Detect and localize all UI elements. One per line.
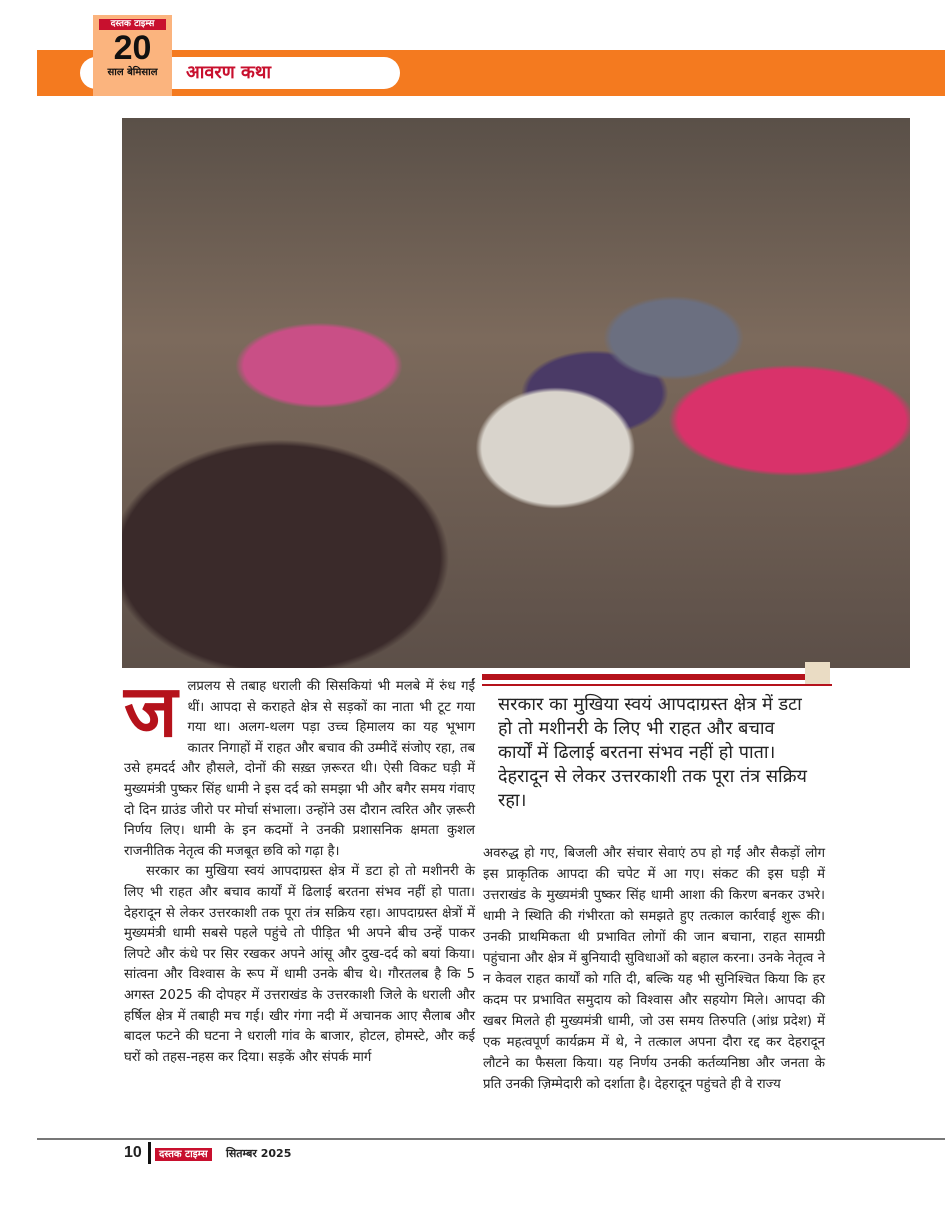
- paragraph: लप्रलय से तबाह धराली की सिसकियां भी मलबे में रुंध गईं थीं। आपदा से कराहते क्षेत्र से सड़कों का नाता भी टूट गया गया था। अलग-थलग पड़ा उच्च हिमालय का यह भूभाग कातर निगाहों में राहत और बचाव की उम्मीदें संजोए रहा, तब उसे हमदर्द और हौसले, दोनों की सख़्त ज़रूरत थी। ऐसी विकट घड़ी में मुख्यमंत्री पुष्कर सिंह धामी ने इस दर्द को समझा भी और बगैर समय गंवाए दो दिन ग्राउंड जीरो पर मोर्चा संभाला। उन्होंने उस दौरान त्वरित और ज़रूरी निर्णय लिए। धामी के इन कदमों ने उनकी प्रशासनिक क्षमता कुशल राजनीतिक नेतृत्व की मजबूत छवि को गढ़ा है।: [124, 679, 475, 859]
- logo-tagline: साल बेमिसाल: [107, 67, 158, 78]
- issue-date: सितम्बर 2025: [226, 1147, 292, 1160]
- divider-rule-thin: [482, 684, 832, 686]
- article-left-column: [124, 669, 475, 1068]
- logo-number: 20: [113, 29, 152, 67]
- decorative-square: [805, 662, 830, 684]
- anniversary-logo: [93, 15, 172, 96]
- paragraph: अवरुद्ध हो गए, बिजली और संचार सेवाएं ठप हो गईं और सैकड़ों लोग इस प्राकृतिक आपदा की चपेट में आ गए। संकट की इस घड़ी में उत्तराखंड के मुख्यमंत्री पुष्कर सिंह धामी आशा की किरण बनकर उभरे। धामी ने स्थिति की गंभीरता को समझते हुए तत्काल कार्रवाई शुरू की। उनकी प्राथमिकता थी प्रभावित लोगों की जान बचाना, राहत सामग्री पहुंचाना और क्षेत्र में बुनियादी सुविधाओं को बहाल करना। उनके नेतृत्व ने न केवल राहत कार्यों को गति दी, बल्कि यह भी सुनिश्चित किया कि हर कदम पर प्रभावित समुदाय को विश्वास और सहयोग मिले। आपदा की खबर मिलते ही मुख्यमंत्री धामी, जो उस समय तिरुपति (आंध्र प्रदेश) में एक महत्वपूर्ण कार्यक्रम में थे, ने तत्काल अपना दौरा रद्द कर देहरादून लौटने का फैसला किया। यह निर्णय उनकी कर्तव्यनिष्ठा और जनता के प्रति उनकी ज़िम्मेदारी को दर्शाता है। देहरादून पहुंचते ही वे राज्य: [483, 846, 825, 1092]
- article-right-column: [483, 843, 825, 1095]
- page-number: 10: [124, 1144, 142, 1161]
- footer-rule: [37, 1138, 945, 1140]
- drop-cap: ज: [124, 669, 178, 753]
- pull-quote: सरकार का मुखिया स्वयं आपदाग्रस्त क्षेत्र में डटा हो तो मशीनरी के लिए भी राहत और बचाव कार्यों में ढिलाई बरतना संभव नहीं हो पाता। देहरादून से लेकर उत्तरकाशी तक पूरा तंत्र सक्रिय रहा।: [498, 694, 807, 811]
- paragraph: सरकार का मुखिया स्वयं आपदाग्रस्त क्षेत्र में डटा हो तो मशीनरी के लिए भी राहत और बचाव कार्यों में ढिलाई बरतना संभव नहीं हो पाता। देहरादून से लेकर उत्तरकाशी तक पूरा तंत्र सक्रिय रहा। आपदाग्रस्त क्षेत्रों में मुख्यमंत्री धामी सबसे पहले पहुंचे तो पीड़ित भी अपने बीच उन्हें पाकर लिपटे और कंधे पर सिर रखकर अपने आंसू और दुख-दर्द को बयां किया। सांत्वना और विश्वास के रूप में धामी उनके बीच थे। गौरतलब है कि 5 अगस्त 2025 की दोपहर में उत्तराखंड के उत्तरकाशी जिले के धराली और हर्षिल क्षेत्र में तबाही मच गई। खीर गंगा नदी में अचानक आए सैलाब और बादल फटने की घटना ने धराली गांव के बाजार, होटल, होमस्टे, और कई घरों को तहस-नहस कर दिया। सड़कें और संपर्क मार्ग: [124, 864, 475, 1065]
- section-title: आवरण कथा: [186, 62, 272, 83]
- cover-photo: [122, 118, 910, 668]
- divider-rule: [482, 674, 812, 680]
- logo-brand: दस्तक टाइम्स: [99, 19, 166, 30]
- footer-brand: दस्तक टाइम्स: [155, 1148, 212, 1161]
- footer-separator: [148, 1142, 151, 1164]
